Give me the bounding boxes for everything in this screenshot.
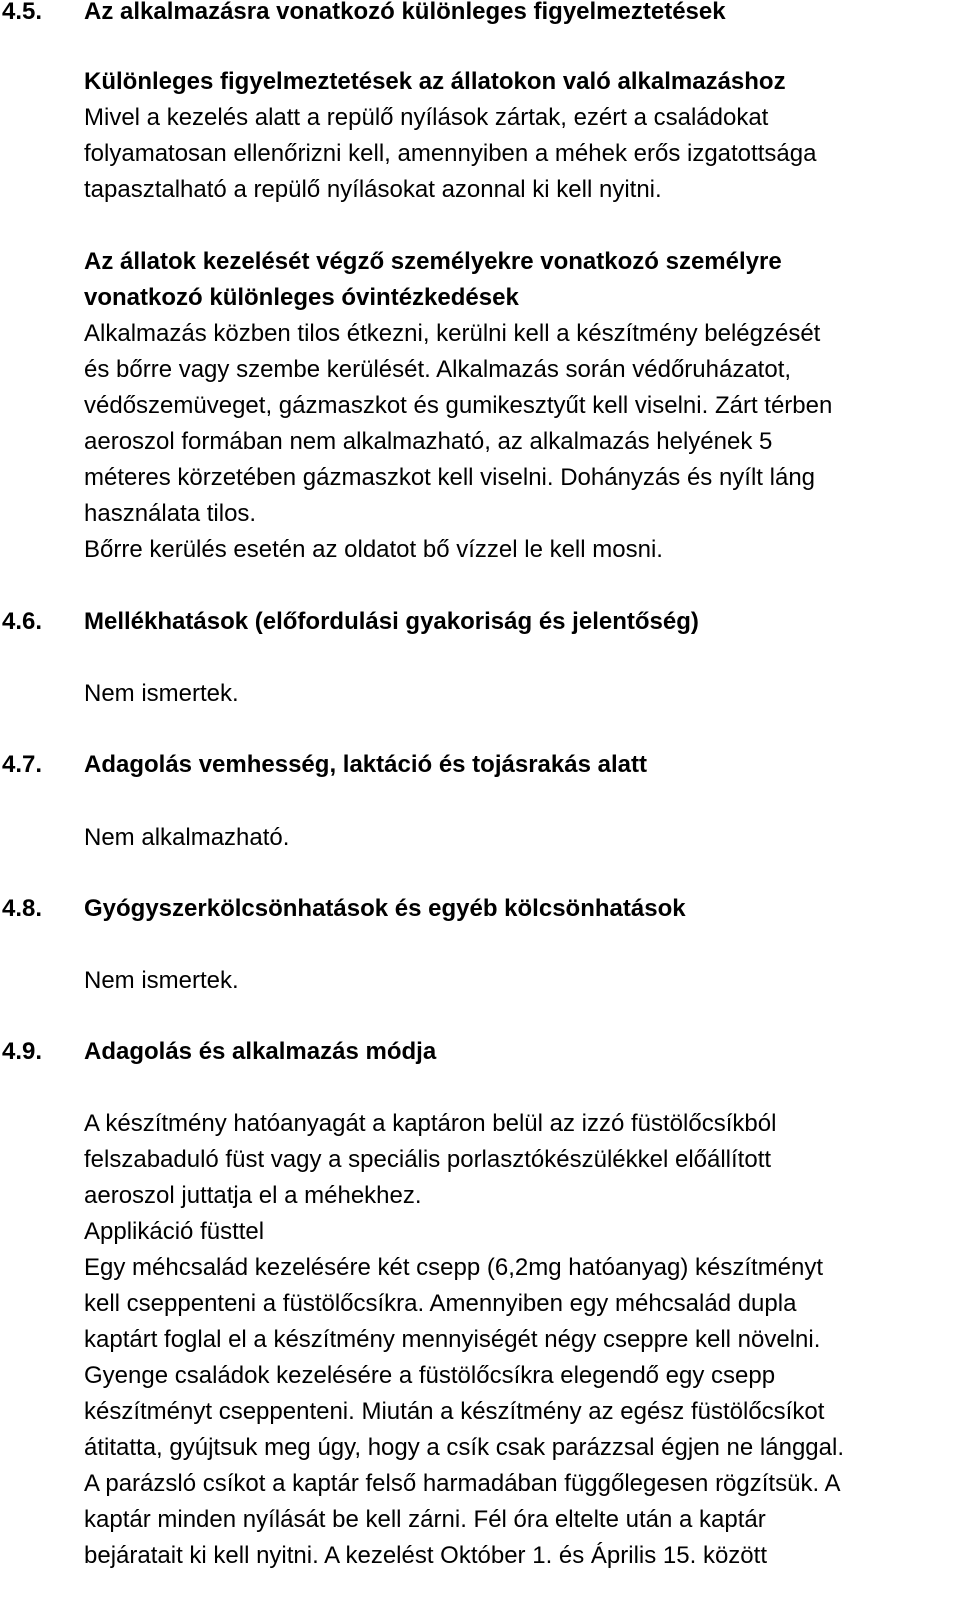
- paragraph-line: Applikáció füsttel: [84, 1218, 265, 1245]
- paragraph-line: Alkalmazás közben tilos étkezni, kerülni kell a készítmény belégzését: [84, 320, 821, 347]
- subheading-precautions: vonatkozó különleges óvintézkedések: [84, 284, 519, 311]
- paragraph-line: Mivel a kezelés alatt a repülő nyílások zártak, ezért a családokat: [84, 104, 769, 131]
- paragraph-line: A készítmény hatóanyagát a kaptáron belül az izzó füstölőcsíkból: [84, 1110, 777, 1137]
- paragraph-line: méteres körzetében gázmaszkot kell viselni. Dohányzás és nyílt láng: [84, 464, 816, 491]
- section-title-4-5: Az alkalmazásra vonatkozó különleges figyelmeztetések: [84, 0, 726, 25]
- section-number-4-7: 4.7.: [2, 751, 43, 778]
- section-title-4-9: Adagolás és alkalmazás módja: [84, 1038, 437, 1065]
- paragraph-line: Bőrre kerülés esetén az oldatot bő vízzel le kell mosni.: [84, 536, 663, 563]
- subheading-special-warnings: Különleges figyelmeztetések az állatokon való alkalmazáshoz: [84, 68, 786, 95]
- section-text-4-6: Nem ismertek.: [84, 680, 239, 707]
- section-number-4-5: 4.5.: [2, 0, 43, 25]
- section-text-4-8: Nem ismertek.: [84, 967, 239, 994]
- paragraph-line: kaptár minden nyílását be kell zárni. Fél óra eltelte után a kaptár: [84, 1506, 766, 1533]
- section-text-4-7: Nem alkalmazható.: [84, 824, 290, 851]
- paragraph-line: kell cseppenteni a füstölőcsíkra. Amennyiben egy méhcsalád dupla: [84, 1290, 797, 1317]
- paragraph-line: védőszemüveget, gázmaszkot és gumikesztyűt kell viselni. Zárt térben: [84, 392, 833, 419]
- paragraph-line: aeroszol juttatja el a méhekhez.: [84, 1182, 422, 1209]
- paragraph-line: felszabaduló füst vagy a speciális porlasztókészülékkel előállított: [84, 1146, 772, 1173]
- paragraph-line: tapasztalható a repülő nyílásokat azonnal ki kell nyitni.: [84, 176, 662, 203]
- section-number-4-8: 4.8.: [2, 895, 43, 922]
- subheading-precautions: Az állatok kezelését végző személyekre vonatkozó személyre: [84, 248, 782, 275]
- section-title-4-7: Adagolás vemhesség, laktáció és tojásrakás alatt: [84, 751, 647, 778]
- paragraph-line: használata tilos.: [84, 500, 257, 527]
- paragraph-line: A parázsló csíkot a kaptár felső harmadában függőlegesen rögzítsük. A: [84, 1470, 841, 1497]
- paragraph-line: átitatta, gyújtsuk meg úgy, hogy a csík csak parázzsal égjen ne lánggal.: [84, 1434, 844, 1461]
- section-title-4-8: Gyógyszerkölcsönhatások és egyéb kölcsönhatások: [84, 895, 686, 922]
- paragraph-line: Gyenge családok kezelésére a füstölőcsíkra elegendő egy csepp: [84, 1362, 776, 1389]
- paragraph-line: és bőrre vagy szembe kerülését. Alkalmazás során védőruházatot,: [84, 356, 792, 383]
- section-number-4-6: 4.6.: [2, 608, 43, 635]
- section-number-4-9: 4.9.: [2, 1038, 43, 1065]
- paragraph-line: Egy méhcsalád kezelésére két csepp (6,2mg hatóanyag) készítményt: [84, 1254, 824, 1281]
- paragraph-line: folyamatosan ellenőrizni kell, amennyiben a méhek erős izgatottsága: [84, 140, 817, 167]
- paragraph-line: aeroszol formában nem alkalmazható, az alkalmazás helyének 5: [84, 428, 773, 455]
- paragraph-line: bejáratait ki kell nyitni. A kezelést Október 1. és Április 15. között: [84, 1542, 767, 1569]
- section-title-4-6: Mellékhatások (előfordulási gyakoriság és jelentőség): [84, 608, 699, 635]
- paragraph-line: kaptárt foglal el a készítmény mennyiségét négy cseppre kell növelni.: [84, 1326, 821, 1353]
- paragraph-line: készítményt cseppenteni. Miután a készítmény az egész füstölőcsíkot: [84, 1398, 825, 1425]
